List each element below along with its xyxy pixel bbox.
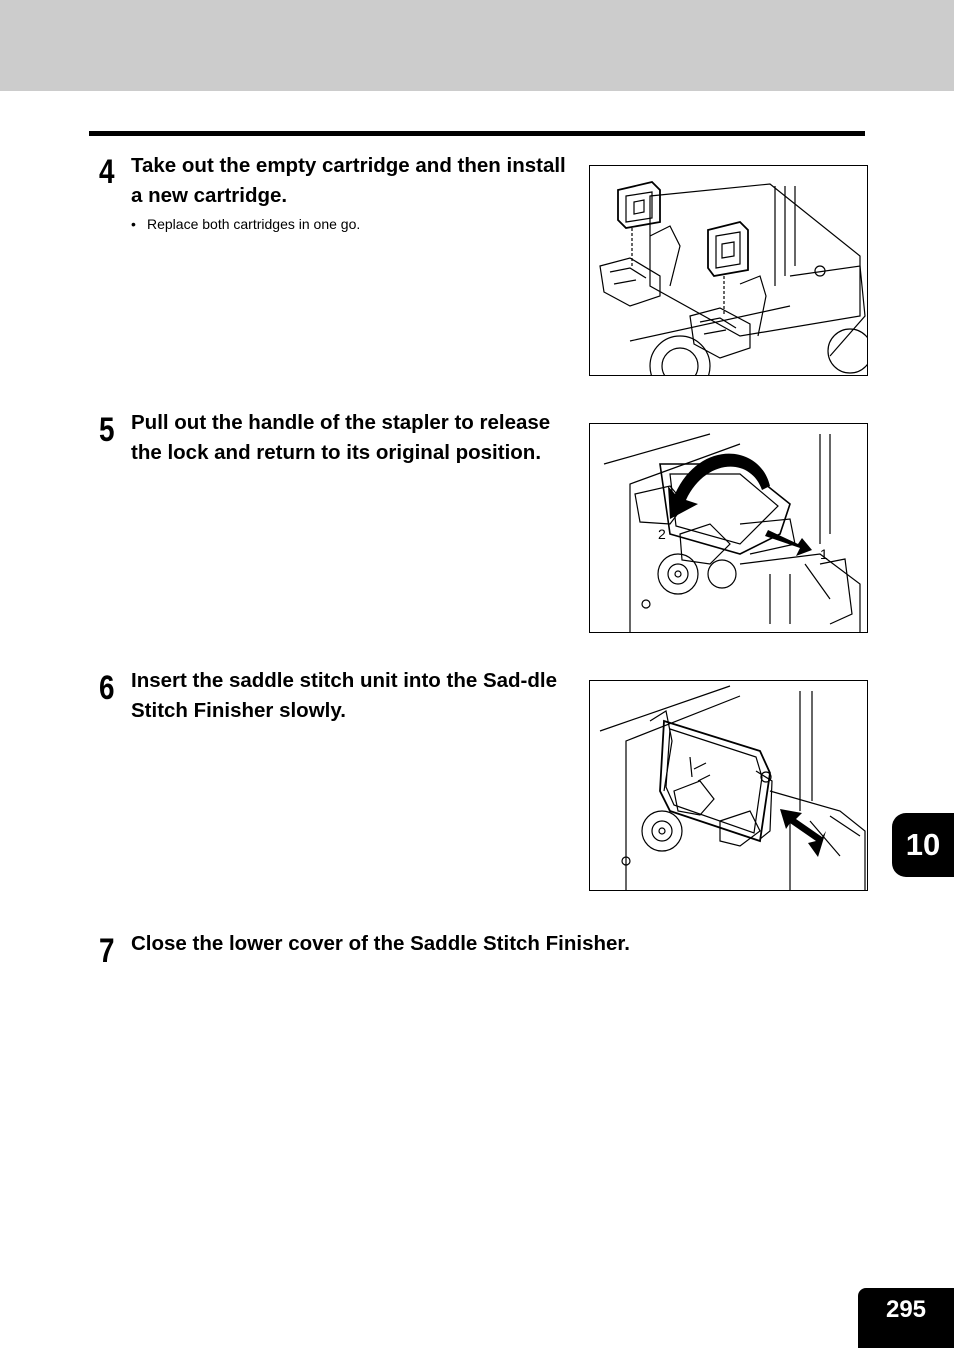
step-4-bullet (131, 215, 360, 233)
page-number: 295 (858, 1288, 954, 1348)
stapler-handle-drawing (590, 424, 867, 632)
cartridge-replacement-drawing (590, 166, 867, 375)
step-4-title: Take out the empty cartridge and then install a new cartridge. (131, 154, 566, 207)
step-5-number: 5 (99, 411, 115, 449)
step-7-number: 7 (99, 932, 115, 970)
figure-label-2: 2 (658, 526, 666, 542)
step-7-title: Close the lower cover of the Saddle Stitch Finisher. (131, 932, 630, 955)
bullet-dot: • (131, 216, 136, 232)
step-4-illustration (589, 165, 868, 376)
step-5-illustration (589, 423, 868, 633)
step-4-bullet-text: Replace both cartridges in one go. (147, 216, 361, 232)
chapter-tab: 10 (892, 813, 954, 877)
figure-label-1: 1 (820, 546, 828, 562)
saddle-stitch-insert-drawing (590, 681, 867, 890)
header-band (0, 0, 954, 91)
section-rule (89, 131, 865, 136)
step-6-title: Insert the saddle stitch unit into the Sad-dle Stitch Finisher slowly. (131, 669, 557, 722)
step-4-number: 4 (99, 153, 115, 191)
step-5-title: Pull out the handle of the stapler to release the lock and return to its original position. (131, 411, 551, 464)
step-6-illustration (589, 680, 868, 891)
step-6-number: 6 (99, 669, 115, 707)
